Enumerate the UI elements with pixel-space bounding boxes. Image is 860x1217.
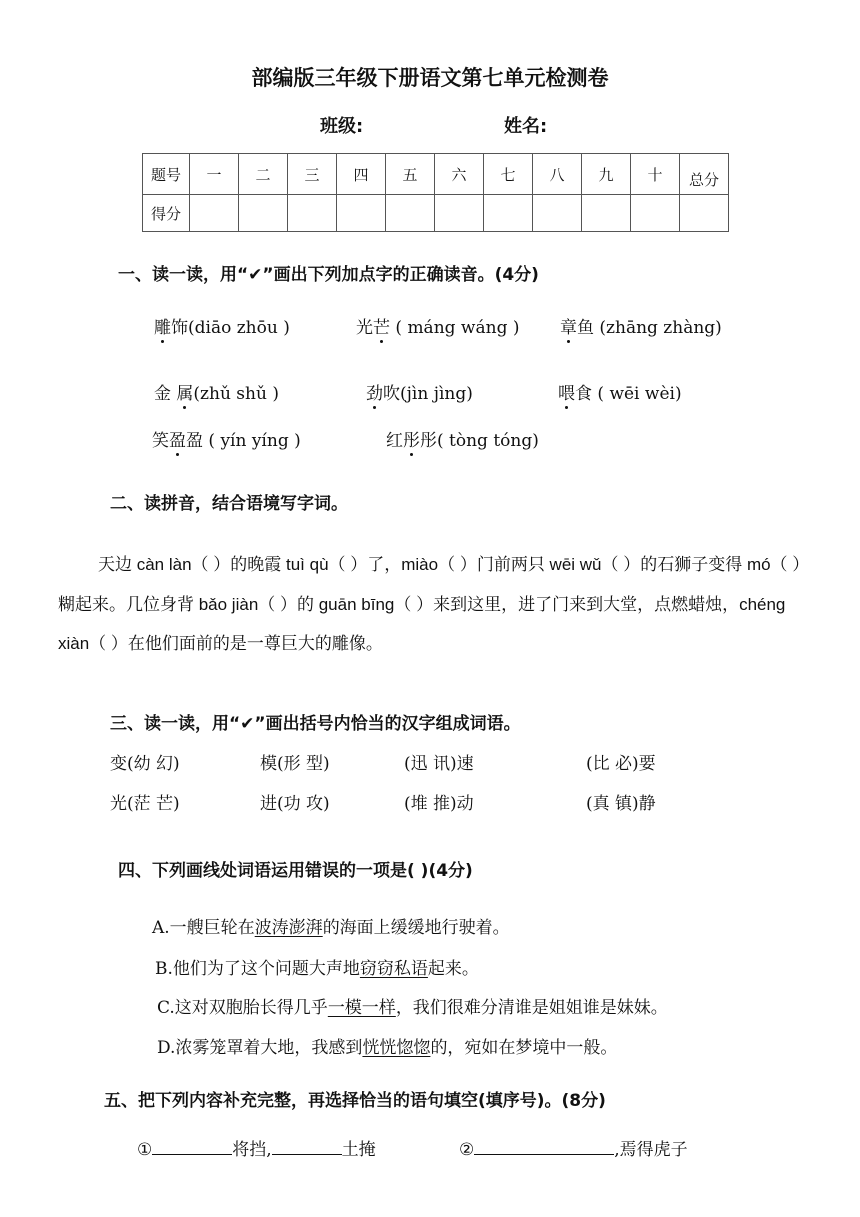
score-cell[interactable] <box>386 195 435 232</box>
pinyin-item: 喂食 ( wēi wèi) <box>558 379 682 404</box>
score-col: 一 <box>190 154 239 195</box>
score-col: 三 <box>288 154 337 195</box>
option-c: C.这对双胞胎长得几乎一模一样，我们很难分清谁是姐姐谁是妹妹。 <box>157 998 668 1018</box>
word-choice-item: (比 必)要 <box>586 754 656 774</box>
pinyin-item: 笑盈盈 ( yín yíng ) <box>152 426 301 451</box>
section-1-heading: 一、读一读，用“✔”画出下列加点字的正确读音。(4分) <box>118 265 539 285</box>
score-cell[interactable] <box>631 195 680 232</box>
word-choice-item: (堆 推)动 <box>404 794 474 814</box>
option-d: D.浓雾笼罩着大地，我感到恍恍惚惚的，宛如在梦境中一般。 <box>157 1038 618 1058</box>
pinyin-item: 金 属(zhǔ shǔ ) <box>154 379 279 404</box>
score-col: 七 <box>484 154 533 195</box>
fill-in-paragraph: 天边 càn làn（ ）的晚霞 tuì qù（ ）了，miào（ ）门前两只 wēi wǔ（ ）的石狮子变得 mó（ ）糊起来。几位身背 bǎo jiàn（ ）的 guān bīng（ ）来到这里，进了门来到大堂，点燃蜡烛，chéng xiàn（ ）在他们面前的是一尊巨大的雕像。 <box>58 555 801 653</box>
pinyin-item: 章鱼 (zhāng zhàng) <box>560 313 722 338</box>
score-col: 十 <box>631 154 680 195</box>
pinyin-item: 光芒 ( máng wáng ) <box>356 313 519 338</box>
score-table <box>142 153 729 232</box>
idiom-item-1: ① 将挡, 土掩 <box>137 1135 376 1160</box>
pinyin-item: 劲吹(jìn jìng) <box>366 379 473 404</box>
score-cell[interactable] <box>239 195 288 232</box>
score-total-label: 总分 <box>680 154 729 195</box>
answer-blank[interactable] <box>152 1136 232 1155</box>
section-3-heading: 三、读一读，用“✔”画出括号内恰当的汉字组成词语。 <box>110 714 521 734</box>
page-title: 部编版三年级下册语文第七单元检测卷 <box>251 66 609 90</box>
class-label: 班级: <box>320 116 364 137</box>
word-choice-item: (迅 讯)速 <box>404 754 474 774</box>
score-cell[interactable] <box>582 195 631 232</box>
score-table-score-row <box>143 195 729 232</box>
score-cell[interactable] <box>680 195 729 232</box>
word-choice-item: 变(幼 幻) <box>110 754 180 774</box>
score-cell[interactable] <box>337 195 386 232</box>
score-col: 五 <box>386 154 435 195</box>
score-cell[interactable] <box>533 195 582 232</box>
option-a: A.一艘巨轮在波涛澎湃的海面上缓缓地行驶着。 <box>152 918 510 938</box>
score-table-header-row <box>143 154 729 195</box>
score-cell[interactable] <box>435 195 484 232</box>
word-choice-item: 光(茫 芒) <box>110 794 180 814</box>
score-cell[interactable] <box>288 195 337 232</box>
score-col: 九 <box>582 154 631 195</box>
pinyin-item: 雕饰(diāo zhōu ) <box>154 313 290 338</box>
score-cell[interactable] <box>484 195 533 232</box>
score-cell[interactable] <box>190 195 239 232</box>
word-choice-item: (真 镇)静 <box>586 794 656 814</box>
idiom-item-2: ② ,焉得虎子 <box>459 1135 688 1160</box>
name-label: 姓名: <box>504 116 548 137</box>
score-col: 二 <box>239 154 288 195</box>
word-choice-item: 模(形 型) <box>260 754 330 774</box>
score-col: 四 <box>337 154 386 195</box>
score-col: 六 <box>435 154 484 195</box>
section-2-heading: 二、读拼音，结合语境写字词。 <box>110 494 348 514</box>
score-table-row2-label: 得分 <box>143 195 190 232</box>
answer-blank[interactable] <box>474 1136 614 1155</box>
answer-blank[interactable] <box>272 1136 342 1155</box>
section-5-heading: 五、把下列内容补充完整，再选择恰当的语句填空(填序号)。(8分) <box>104 1091 606 1111</box>
option-b: B.他们为了这个问题大声地窃窃私语起来。 <box>155 959 479 979</box>
section-4-heading: 四、下列画线处词语运用错误的一项是( )(4分) <box>118 861 473 881</box>
pinyin-item: 红彤彤( tòng tóng) <box>386 426 539 451</box>
score-col: 八 <box>533 154 582 195</box>
word-choice-item: 进(功 攻) <box>260 794 330 814</box>
score-table-row1-label: 题号 <box>143 154 190 195</box>
